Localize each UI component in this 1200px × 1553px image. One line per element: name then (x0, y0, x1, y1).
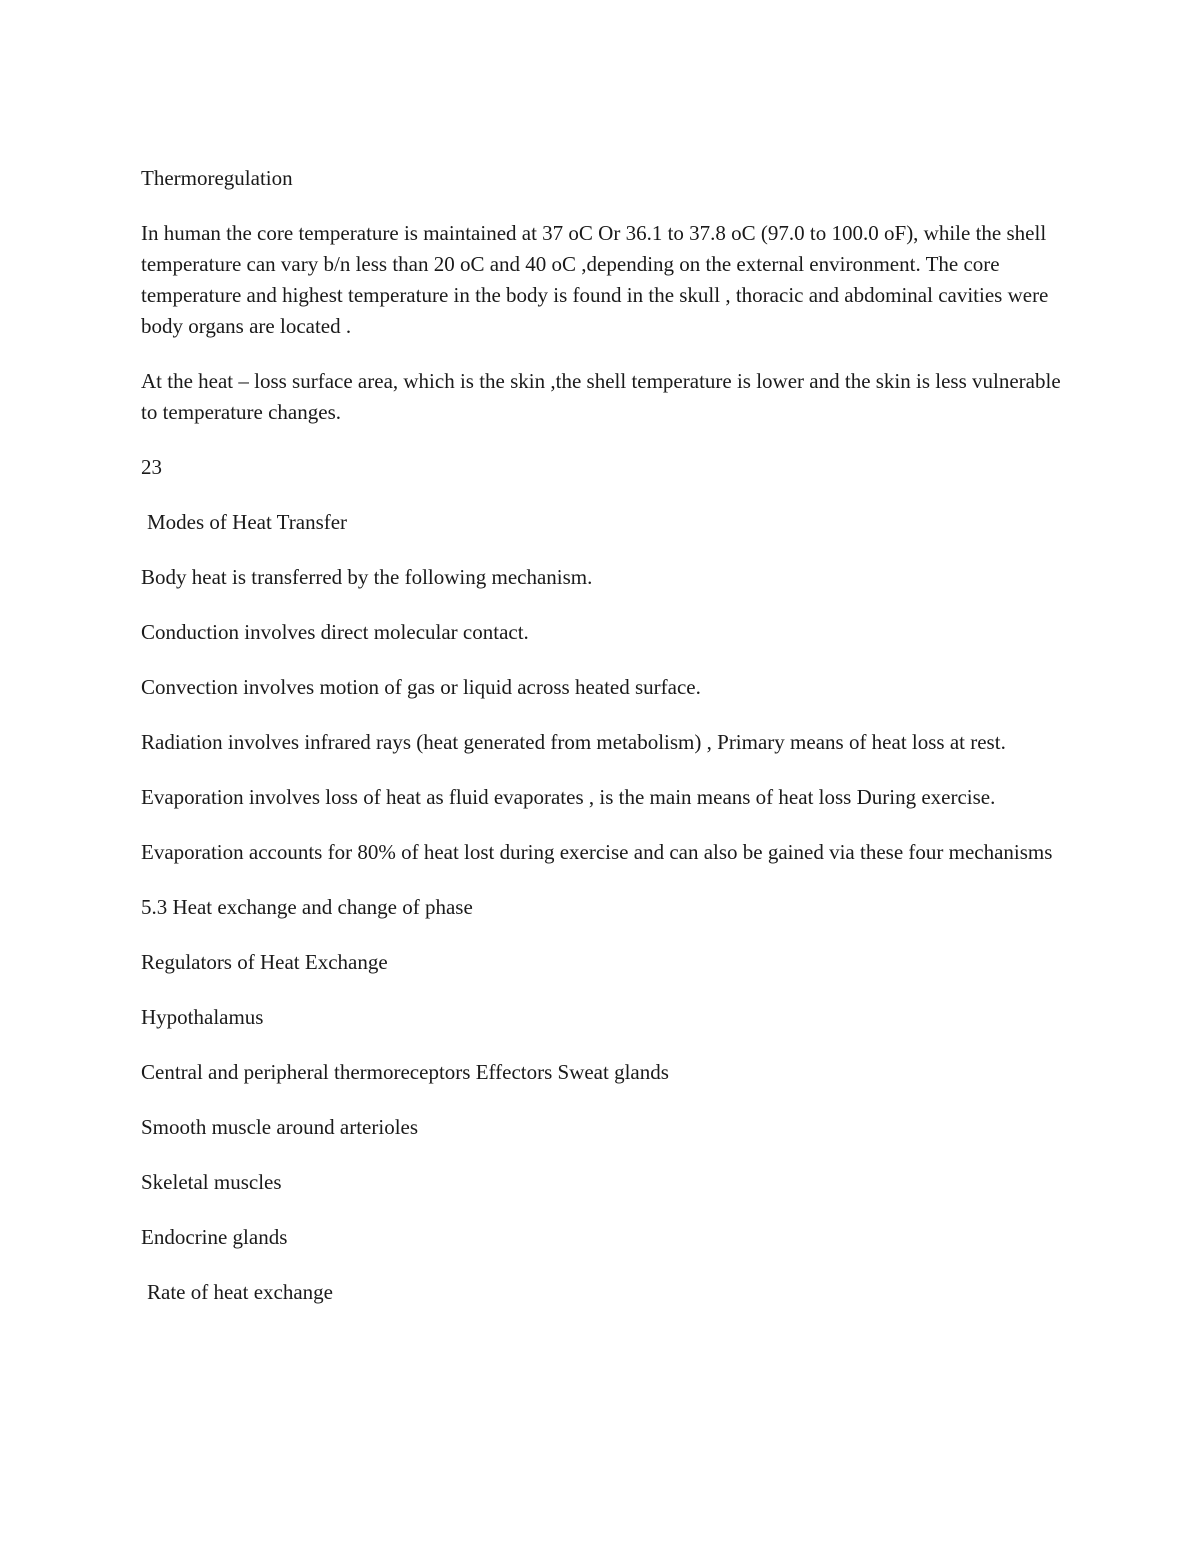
paragraph-core-temperature: In human the core temperature is maintained at 37 oC Or 36.1 to 37.8 oC (97.0 to 100.0 oF), while the shell temperature can vary b/n less than 20 oC and 40 oC ,depending on the external environment. The core temperature and highest temperature in the body is found in the skull , thoracic and abdominal cavities were body organs are located . (141, 221, 1049, 338)
paragraph-heat-loss-surface: At the heat – loss surface area, which is the skin ,the shell temperature is lower and the skin is less vulnerable to temperature changes. (141, 369, 1061, 424)
paragraph-endocrine-glands: Endocrine glands (141, 1225, 288, 1249)
section-heading-modes: Modes of Heat Transfer (147, 510, 348, 534)
paragraph-hypothalamus: Hypothalamus (141, 1005, 264, 1029)
document-title: Thermoregulation (141, 166, 293, 190)
paragraph-evaporation-accounts: Evaporation accounts for 80% of heat lost during exercise and can also be gained via these four mechanisms (141, 840, 1053, 864)
paragraph-smooth-muscle: Smooth muscle around arterioles (141, 1115, 419, 1139)
paragraph-evaporation: Evaporation involves loss of heat as fluid evaporates , is the main means of heat loss During exercise. (141, 785, 996, 809)
paragraph-skeletal-muscles: Skeletal muscles (141, 1170, 282, 1194)
section-heading-heat-exchange: 5.3 Heat exchange and change of phase (141, 895, 473, 919)
paragraph-convection: Convection involves motion of gas or liquid across heated surface. (141, 675, 701, 699)
paragraph-radiation: Radiation involves infrared rays (heat generated from metabolism) , Primary means of heat loss at rest. (141, 730, 1006, 754)
paragraph-regulators: Regulators of Heat Exchange (141, 950, 388, 974)
paragraph-thermoreceptors: Central and peripheral thermoreceptors Effectors Sweat glands (141, 1060, 669, 1084)
paragraph-conduction: Conduction involves direct molecular contact. (141, 620, 529, 644)
paragraph-mechanism-intro: Body heat is transferred by the following mechanism. (141, 565, 593, 589)
document-body (141, 163, 1061, 1332)
paragraph-rate-heat-exchange: Rate of heat exchange (147, 1280, 333, 1304)
page-number: 23 (141, 455, 162, 479)
